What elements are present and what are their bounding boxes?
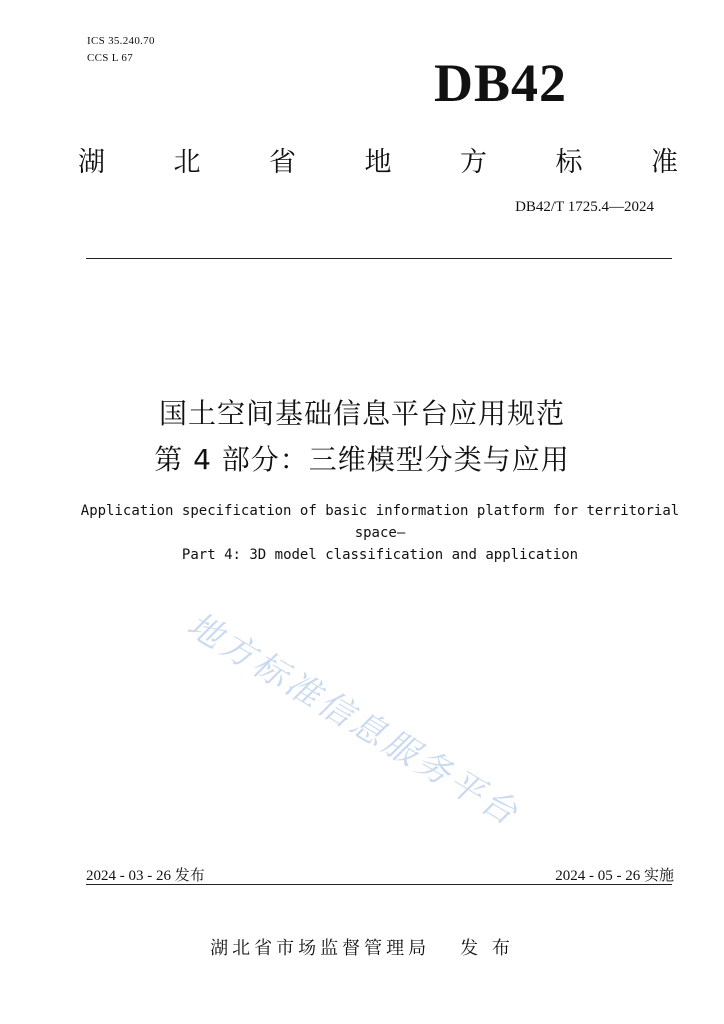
issuer-name: 湖北省市场监督管理局 [210, 938, 431, 959]
standard-type-char: 省 [269, 147, 296, 178]
implementation-date: 2024 - 05 - 26 实施 [555, 868, 674, 884]
standard-type-char: 地 [364, 147, 392, 178]
standard-type [78, 140, 678, 179]
issue-date: 2024 - 03 - 26 发布 [86, 868, 205, 884]
standard-code: DB42 [434, 53, 568, 113]
issuer-action: 发 布 [460, 938, 514, 959]
title-chinese-line2: 第 4 部分：三维模型分类与应用 [154, 443, 570, 476]
title-english-line1: Application specification of basic information platform for territorial [80, 503, 680, 519]
standard-type-char: 准 [651, 147, 678, 178]
title-english [80, 500, 680, 566]
standard-type-char: 北 [173, 147, 201, 178]
title-english-line2: space— [354, 525, 406, 541]
ccs-code: CCS L 67 [87, 52, 134, 64]
standard-number: DB42/T 1725.4—2024 [515, 199, 654, 215]
title-english-line3: Part 4: 3D model classification and application [181, 547, 579, 563]
watermark: 地方标准信息服务平台 [180, 604, 527, 835]
standard-type-char: 标 [555, 147, 583, 178]
title-chinese-line1: 国土空间基础信息平台应用规范 [158, 397, 565, 430]
standard-type-char: 方 [460, 147, 487, 178]
top-divider [86, 258, 672, 259]
standard-type-char: 湖 [78, 147, 105, 178]
issuer [0, 934, 724, 960]
bottom-divider [86, 884, 672, 885]
ics-code: ICS 35.240.70 [87, 35, 155, 47]
